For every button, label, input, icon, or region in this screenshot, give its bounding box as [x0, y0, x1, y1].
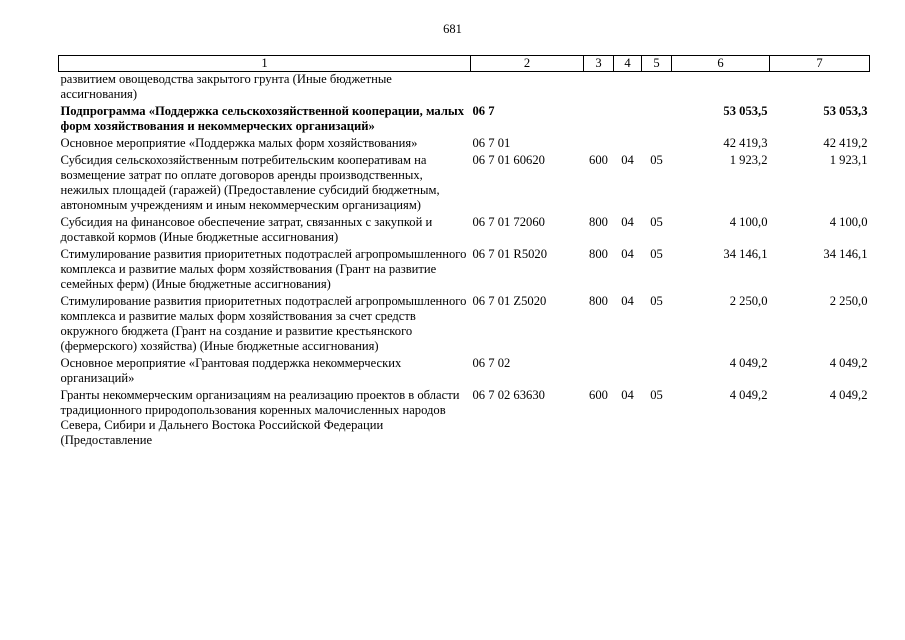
row-value-2: 4 049,2 [829, 388, 868, 402]
header-col-6: 6 [672, 56, 770, 72]
row-col-5: 05 [650, 215, 663, 229]
header-row [59, 56, 870, 72]
row-col-3 [584, 136, 614, 153]
row-name: Подпрограмма «Поддержка сельскохозяйственной кооперации, малых форм хозяйствования и некоммерческих организаций» [60, 104, 465, 133]
table-row [59, 153, 870, 215]
page-number: 681 [443, 22, 462, 36]
row-code: 06 7 [472, 104, 495, 118]
table-row [59, 104, 870, 136]
row-col-5: 05 [650, 153, 663, 167]
row-col-3: 800 [589, 294, 608, 308]
row-name: Стимулирование развития приоритетных подотраслей агропромышленного комплекса и развитие малых форм хозяйствования за счет средств окружного бюджета (Грант на создание и развитие крестьянского (фермерского) хозяйства) (Иные бюджетные ассигнования) [60, 294, 467, 353]
header-col-3: 3 [584, 56, 614, 72]
row-value-2: 2 250,0 [829, 294, 868, 308]
row-code: 06 7 01 [472, 136, 511, 150]
row-col-3: 800 [589, 247, 608, 261]
row-value-1 [672, 72, 770, 105]
table-row [59, 388, 870, 450]
row-value-2: 53 053,3 [823, 104, 868, 118]
row-col-4 [614, 72, 642, 105]
table-row [59, 215, 870, 247]
row-col-5: 05 [650, 294, 663, 308]
table-row [59, 356, 870, 388]
row-col-4 [614, 104, 642, 136]
row-value-1: 34 146,1 [723, 247, 768, 261]
row-code: 06 7 01 R5020 [472, 247, 548, 261]
row-code: 06 7 02 [472, 356, 511, 370]
row-value-1: 4 049,2 [729, 388, 768, 402]
row-col-5 [642, 104, 672, 136]
row-value-1: 2 250,0 [729, 294, 768, 308]
row-col-5 [642, 356, 672, 388]
row-col-3 [584, 104, 614, 136]
header-col-5: 5 [642, 56, 672, 72]
row-code: 06 7 01 Z5020 [472, 294, 547, 308]
row-name: Гранты некоммерческим организациям на реализацию проектов в области традиционного природопользования коренных малочисленных народов Севера, Сибири и Дальнего Востока Российской Федерации (Предоставление [60, 388, 460, 447]
row-col-4: 04 [621, 294, 634, 308]
row-col-3 [584, 72, 614, 105]
row-col-4: 04 [621, 215, 634, 229]
row-code [471, 72, 584, 105]
row-col-4: 04 [621, 388, 634, 402]
header-col-2: 2 [471, 56, 584, 72]
row-col-5: 05 [650, 388, 663, 402]
row-col-4: 04 [621, 153, 634, 167]
row-col-5 [642, 136, 672, 153]
row-col-5: 05 [650, 247, 663, 261]
row-value-2: 4 049,2 [829, 356, 868, 370]
table-row [59, 294, 870, 356]
row-value-2: 42 419,2 [823, 136, 868, 150]
row-col-5 [642, 72, 672, 105]
row-value-2 [770, 72, 870, 105]
row-name: Основное мероприятие «Поддержка малых форм хозяйствования» [60, 136, 418, 150]
row-value-2: 1 923,1 [829, 153, 868, 167]
row-col-3 [584, 356, 614, 388]
row-name: развитием овощеводства закрытого грунта (Иные бюджетные ассигнования) [60, 72, 392, 101]
header-col-4: 4 [614, 56, 642, 72]
row-col-3: 800 [589, 215, 608, 229]
budget-table [58, 55, 870, 450]
row-code: 06 7 01 72060 [472, 215, 545, 229]
row-value-1: 4 100,0 [729, 215, 768, 229]
header-col-1: 1 [59, 56, 471, 72]
table-row [59, 136, 870, 153]
row-name: Субсидия на финансовое обеспечение затрат, связанных с закупкой и доставкой кормов (Иные бюджетные ассигнования) [60, 215, 433, 244]
row-value-1: 42 419,3 [723, 136, 768, 150]
table-row [59, 72, 870, 105]
row-code: 06 7 01 60620 [472, 153, 545, 167]
table-row [59, 247, 870, 294]
row-value-1: 1 923,2 [729, 153, 768, 167]
row-col-4: 04 [621, 247, 634, 261]
row-col-3: 600 [589, 153, 608, 167]
row-value-2: 34 146,1 [823, 247, 868, 261]
row-name: Субсидия сельскохозяйственным потребительским кооперативам на возмещение затрат по оплате договоров аренды производственных, нежилых площадей (гаражей) (Предоставление субсидий бюджетным, автономным учреждениям и иным некоммерческим организациям) [60, 153, 440, 212]
row-name: Основное мероприятие «Грантовая поддержка некоммерческих организаций» [60, 356, 402, 385]
row-name: Стимулирование развития приоритетных подотраслей агропромышленного комплекса и развитие малых форм хозяйствования (Грант на развитие семейных ферм) (Иные бюджетные ассигнования) [60, 247, 467, 291]
row-value-1: 4 049,2 [729, 356, 768, 370]
header-col-7: 7 [770, 56, 870, 72]
row-code: 06 7 02 63630 [472, 388, 545, 402]
row-value-2: 4 100,0 [829, 215, 868, 229]
row-col-4 [614, 356, 642, 388]
row-col-3: 600 [589, 388, 608, 402]
row-col-4 [614, 136, 642, 153]
row-value-1: 53 053,5 [723, 104, 768, 118]
